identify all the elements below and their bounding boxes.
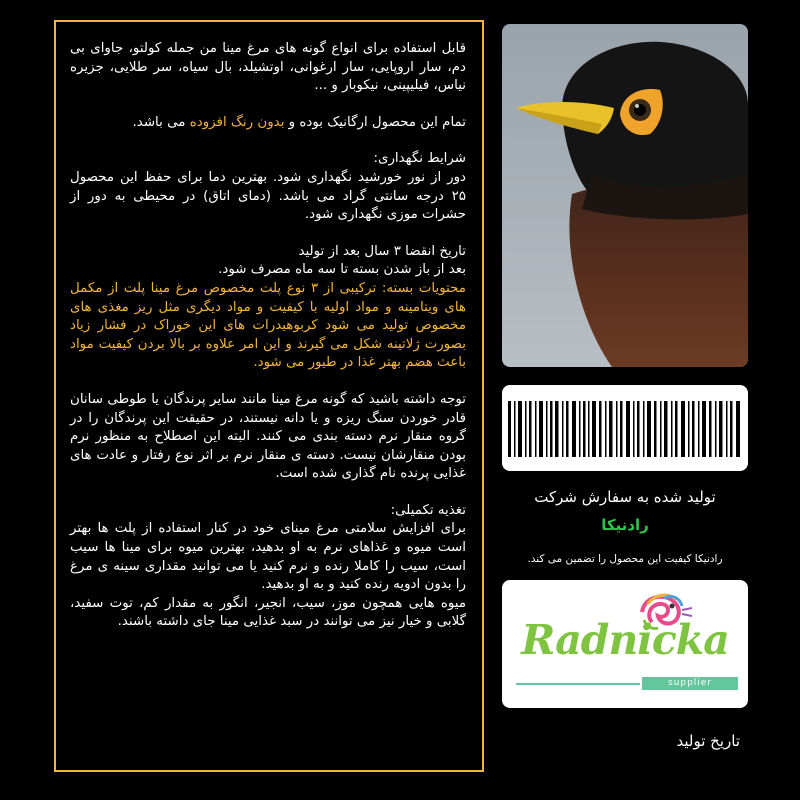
storage-title: شرایط نگهداری: xyxy=(373,151,466,167)
myna-bird-illustration xyxy=(502,24,748,367)
usage-paragraph: قابل استفاده برای انواع گونه های مرغ مینا من جمله کولتو، جاوای بی دم، سار اروپایی، سار ارغوانی، اوتشیلد، بال سیاه، سر طلایی، جزیره نیاس، فیلیپینی، نیکوبار و ... xyxy=(70,41,466,94)
barcode-icon xyxy=(502,385,748,471)
logo-subtitle: supplier xyxy=(642,677,738,690)
expiry-text: بعد از باز شدن بسته تا سه ماه مصرف شود. xyxy=(218,262,466,278)
quality-guarantee-text: رادنیکا کیفیت این محصول را تضمین می کند. xyxy=(527,553,723,565)
supplement-title: تغذیه تکمیلی: xyxy=(390,502,466,518)
contents-paragraph: محتویات بسته: ترکیبی از ۳ نوع پلت مخصوص مرغ مینا پلت از مکمل های ویتامینه و مواد اولیه با کیفیت و مواد دیگری مثل ریز مغذی های مخصوص تولید می شود کربوهیدرات های این خوراک در فشار زیاد بصورت ژلاتینه شکل می گیرند و این امر علاوه بر بالا بردن کیفیت مواد باعث هضم بهتر غذا در طیور می شود. xyxy=(70,280,466,371)
company-name: رادنیکا xyxy=(601,516,649,534)
organic-paragraph: تمام این محصول ارگانیک بوده و بدون رنگ افزوده می باشد. xyxy=(132,114,466,130)
expiry-title: تاریخ انقضا ۳ سال بعد از تولید xyxy=(298,243,466,259)
logo-underline xyxy=(516,683,640,685)
supplement-text: برای افزایش سلامتی مرغ مینای خود در کنار استفاده از پلت ها بهتر است میوه و غذاهای نرم به او بدهید، بهترین میوه برای مینا ها سیب است، سیب را کاملا رنده و نرم کنید یا می توانید مقداری سینه ی مرغ را بدون ادویه رنده کنید و به او بدهید. xyxy=(70,521,466,593)
description-panel xyxy=(54,20,484,772)
logo-wordmark: Radnicka xyxy=(521,616,729,664)
storage-text: دور از نور خورشید نگهداری شود. بهترین دما برای حفظ این محصول ۲۵ درجه سانتی گراد می باشد. (دمای اتاق) در محیطی به دور از حشرات موزی نگهداری شود. xyxy=(70,169,466,223)
produced-for-text: تولید شده به سفارش شرکت xyxy=(534,488,716,506)
barcode-graphic xyxy=(502,385,748,471)
production-date-label: تاریخ تولید xyxy=(676,732,740,750)
note-paragraph: توجه داشته باشید که گونه مرغ مینا مانند سایر پرندگان یا طوطی سانان قادر خوردن سنگ ریزه و یا دانه نیستند، در حقیقت این پرندگان را در گروه منقار نرم دسته بندی می کنند. البته این اصطلاح به منظور نرم بودن منقارشان نیست. دسته ی منقار نرم بر اثر نوع رفتار و عادت های غذایی پرنده نام گذاری شده است. xyxy=(70,391,466,482)
no-color-highlight: بدون رنگ افزوده xyxy=(189,114,285,130)
radnicka-logo xyxy=(502,580,748,708)
fruits-text: میوه هایی همچون موز، سیب، انجیر، انگور به مقدار کم، توت سفید، گلابی و خیار نیز می توانند در سبد غذایی مینا جای داشته باشند. xyxy=(70,595,466,630)
myna-bird-photo xyxy=(502,24,748,367)
